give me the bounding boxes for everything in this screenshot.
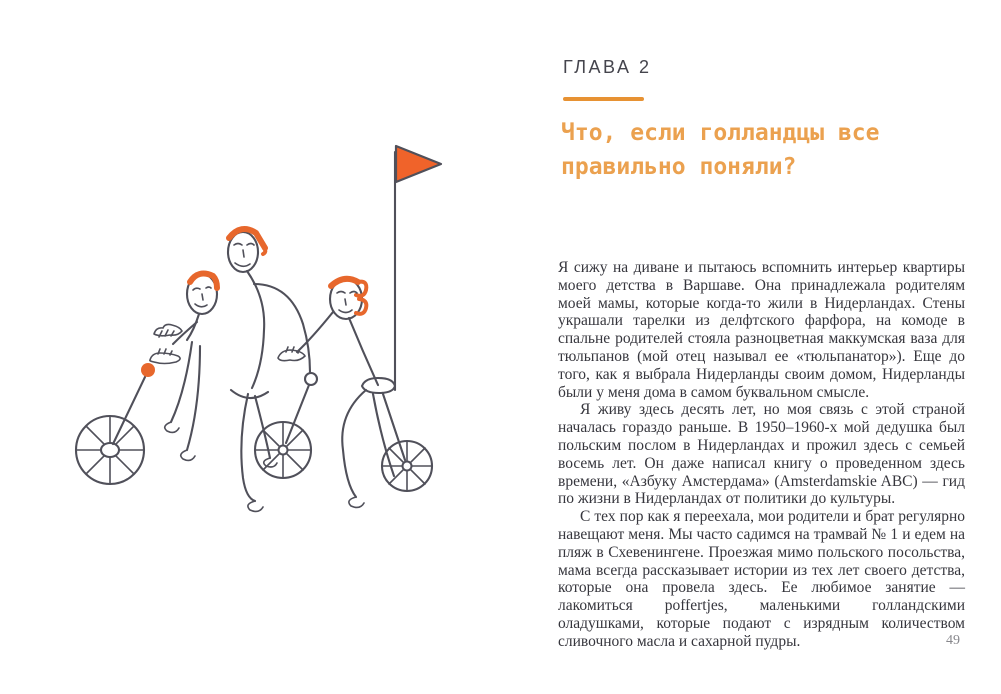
parent-rider	[228, 229, 310, 511]
accent-rule	[563, 97, 644, 101]
chapter-title-line-1: Что, если голландцы все	[561, 120, 880, 146]
paragraph-1: Я сижу на диване и пытаюсь вспомнить интерьер квартиры моего детства в Варшаве. Она принадлежала родителям моей мамы, которые когда-то жили в Нидерландах. Стены украшали тарелки из делфтского фарфора, на комоде в спальне родителей стояла разноцветная маккумская ваза для тюльпанов (мой отец называл ее «тюльпанатор»). Еще до того, как я выбрала Нидерланды своим домом, Нидерланды были у меня дома в самом буквальном смысле.	[558, 259, 965, 401]
body-text	[558, 259, 965, 651]
handlebar-knob	[305, 373, 317, 385]
child-rider	[165, 274, 217, 461]
paragraph-2: Я живу здесь десять лет, но моя связь с этой страной началась гораздо раньше. В 1950–1960-х мой дедушка был польским послом в Нидерландах и прожил здесь с семьей восемь лет. Он даже написал книгу о проведенном здесь времени, «Азбуку Амстердама» (Amsterdamskie ABC) — гид по жизни в Нидерландах от политики до культуры.	[558, 401, 965, 508]
chapter-title	[561, 116, 941, 184]
flag-icon	[396, 146, 441, 182]
family-cycling-illustration	[50, 138, 470, 538]
page-number: 49	[946, 633, 960, 648]
paragraph-3: С тех пор как я переехала, мои родители и брат регулярно навещают меня. Мы часто садимся на трамвай № 1 и едем на пляж в Схевенингене. Проезжая мимо польского посольства, мама всегда рассказывает истории из тех лет своего детства, которые она провела здесь. Ее любимое занятие — лакомиться poffertjes, маленькими голландскими оладушками, которые подают с изрядным количеством сливочного масла и сахарной пудры.	[558, 508, 965, 650]
chapter-kicker: ГЛАВА 2	[563, 57, 652, 77]
handlebar-knob	[141, 363, 155, 377]
chapter-title-line-2: правильно поняли?	[561, 154, 797, 180]
left-bicycle	[76, 324, 182, 484]
